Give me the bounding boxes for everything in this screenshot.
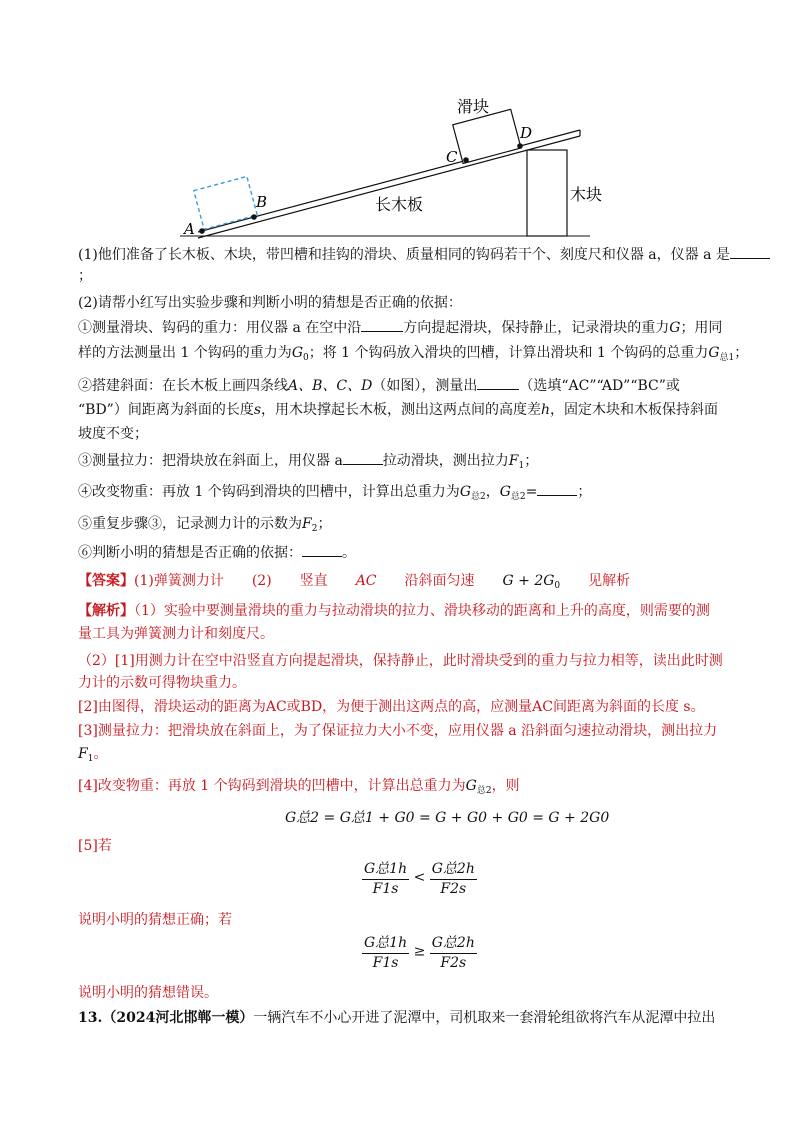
board-bottom-edge [198,136,580,238]
point-a-label: A [184,220,195,238]
answer-line: 【答案】(1)弹簧测力计 (2) 竖直 AC 沿斜面匀速 $G + 2G_0$ 见解析 [78,573,631,591]
analysis-p5: [4]改变物重：再放 1 个钩码到滑块的凹槽中，计算出总重力为$G_{总2}$，则 [78,778,520,796]
equation-total-weight: G总2 = G总1 + G0 = G + G0 + G0 = G + 2G0 [285,810,610,826]
point-d-label: D [520,124,533,142]
slider-block [453,109,521,163]
block-label: 木块 [570,185,603,204]
step-1-line-2: 样的方法测量出 1 个钩码的重力为$G_0$；将 1 个钩码放入滑块的凹槽，计算出滑块和 1 个钩码的总重力$G_{总1}$； [78,345,749,363]
point-c-label: C [446,148,458,166]
analysis-p1a: 【解析】（1）实验中要测量滑块的重力与拉动滑块的拉力、滑块移动的距离和上升的高度，则需要的测 [78,603,710,619]
board-label: 长木板 [375,195,424,214]
step-2-line-1: ②搭建斜面：在长木板上画四条线A、B、C、D（如图），测量出 （选填“AC”“AD”“BC”或 [78,378,680,394]
incline-figure [170,88,603,238]
slider-label: 滑块 [457,97,490,116]
dashed-block-outline [194,176,257,229]
inequality-2: $\frac{\text{G总1h}}{F1s}$ ≥ $\frac{\text{G总2h}}{F2s}$ [362,932,477,971]
step-2-line-2: “BD”）间距离为斜面的长度s，用木块撑起长木板，测出这两点间的高度差h，固定木块和木板保持斜面 [78,402,719,418]
question-1: (1)他们准备了长木板、木块，带凹槽和挂钩的滑块、质量相同的钩码若干个、刻度尺和仪器 a，仪器 a 是 [78,245,728,265]
answer-blank [477,377,519,390]
step-6: ⑥判断小明的猜想是否正确的依据： 。 [78,545,356,561]
analysis-p4b: $F_1$。 [78,746,108,764]
analysis-p8: 说明小明的猜想错误。 [78,985,218,1001]
answer-blank [361,319,403,332]
analysis-p2b: 力计的示数可得物块重力。 [78,675,246,691]
step-3: ③测量拉力：把滑块放在斜面上，用仪器 a 拉动滑块，测出拉力$F_1$； [78,453,539,471]
analysis-p2a: （2）[1]用测力计在空中沿竖直方向提起滑块，保持静止，此时滑块受到的重力与拉力相等，读出此时测 [78,653,723,669]
analysis-p7: 说明小明的猜想正确；若 [78,912,232,928]
answer-blank [730,246,770,259]
step-5: ⑤重复步骤③，记录测力计的示数为$F_2$； [78,516,332,534]
analysis-p3: [2]由图得，滑块运动的距离为AC或BD，为便于测出这两点的高，应测量AC间距离为斜面的长度 s。 [78,699,705,715]
inequality-1: $\frac{\text{G总1h}}{F1s}$ < $\frac{\text{G总2h}}{F2s}$ [362,858,477,897]
point-c-dot [463,157,469,163]
question-13: 13.（2024河北邯郸一模）一辆汽车不小心开进了泥潭中，司机取来一套滑轮组欲将汽车从泥潭中拉出 [78,1010,716,1026]
analysis-p6: [5]若 [78,838,112,854]
answer-blank [537,483,577,496]
question-2: (2)请帮小红写出实验步骤和判断小明的猜想是否正确的依据： [78,295,462,311]
step-4: ④改变物重：再放 1 个钩码到滑块的凹槽中，计算出总重力为$G_{总2}$，$G_{总2}=$ ； [78,484,592,502]
point-a-dot [199,228,205,234]
analysis-p1b: 量工具为弹簧测力计和刻度尺。 [78,626,274,642]
answer-blank [302,544,342,557]
step-2-line-3: 坡度不变； [78,426,148,442]
step-1-line-1: ①测量滑块、钩码的重力：用仪器 a 在空中沿 方向提起滑块，保持静止，记录滑块的重力G；用同 [78,320,723,336]
point-d-dot [517,143,523,149]
point-b-dot [251,214,257,220]
wood-block [527,150,567,236]
answer-blank [343,452,383,465]
analysis-p4a: [3]测量拉力：把滑块放在斜面上，为了保证拉力大小不变，应用仪器 a 沿斜面匀速拉动滑块，测出拉力 [78,723,718,739]
question-1-end: ； [78,268,92,284]
point-b-label: B [256,193,268,211]
